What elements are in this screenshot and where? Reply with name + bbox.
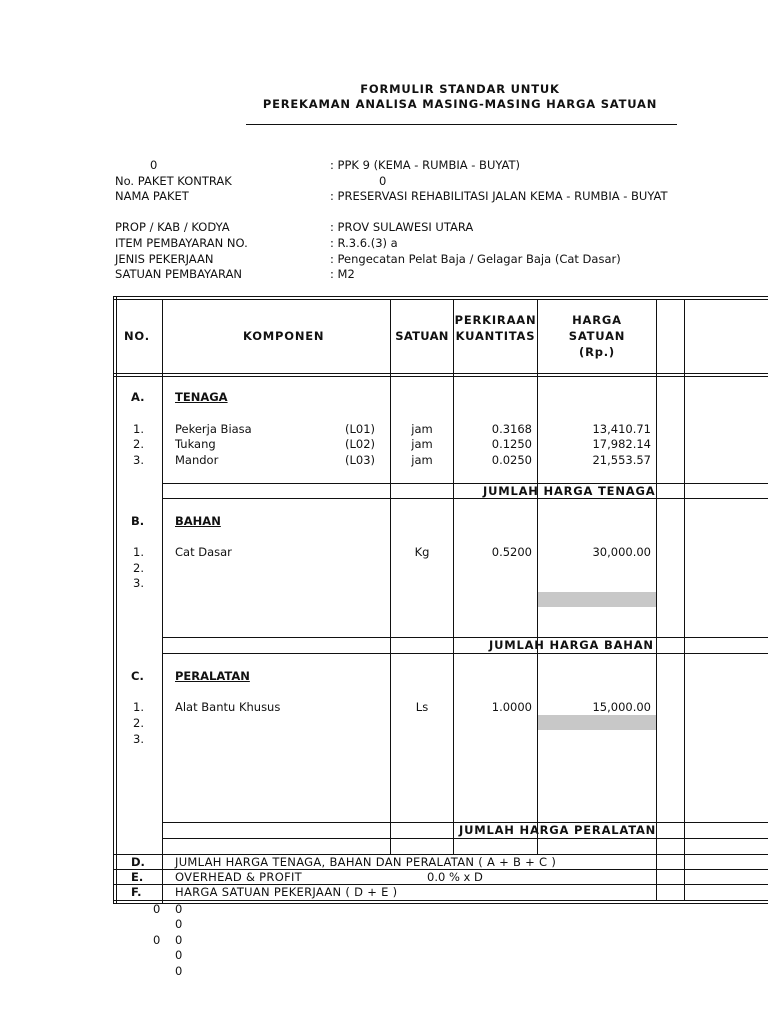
- bahan-row-no: 1.: [133, 545, 144, 559]
- section-c-title: PERALATAN: [175, 669, 250, 683]
- tenaga-row-no: 1.: [133, 422, 144, 436]
- table-header-bottom: [113, 373, 768, 374]
- tenaga-row-code: (L02): [345, 437, 376, 451]
- tenaga-row-unit: jam: [411, 422, 433, 436]
- bahan-row-unit: Kg: [414, 545, 430, 559]
- table-left-border: [113, 296, 114, 904]
- footer-zero: 0: [153, 902, 161, 916]
- peralatan-total-bottom: [162, 838, 768, 839]
- tenaga-row-price: 17,982.14: [592, 437, 651, 451]
- info-jenis-label: JENIS PEKERJAAN: [115, 252, 214, 266]
- peralatan-row-qty: 1.0000: [491, 700, 532, 714]
- col-divider-komponen: [390, 299, 391, 855]
- tenaga-row-price: 13,410.71: [592, 422, 651, 436]
- header-satuan: SATUAN: [395, 329, 449, 343]
- peralatan-row-price: 15,000.00: [592, 700, 651, 714]
- info-ppk-value: : PPK 9 (KEMA - RUMBIA - BUYAT): [330, 158, 520, 172]
- summary-f-text: HARGA SATUAN PEKERJAAN ( D + E ): [175, 885, 398, 899]
- table-top-border-inner: [113, 299, 768, 300]
- summary-letter-divider: [162, 854, 163, 903]
- tenaga-row-qty: 0.0250: [491, 453, 532, 467]
- header-no: NO.: [124, 329, 150, 343]
- tenaga-row-qty: 0.1250: [491, 437, 532, 451]
- tenaga-row-no: 2.: [133, 437, 144, 451]
- info-kontrak-value: 0: [379, 174, 387, 188]
- header-harga: HARGA: [572, 313, 622, 327]
- footer-zero: 0: [175, 933, 183, 947]
- info-prop-value: : PROV SULAWESI UTARA: [330, 220, 474, 234]
- footer-zero: 0: [175, 964, 183, 978]
- section-b-letter: B.: [131, 514, 145, 528]
- summary-bottom-inner: [113, 903, 768, 904]
- tenaga-row-unit: jam: [411, 437, 433, 451]
- footer-zero: 0: [175, 902, 183, 916]
- info-paket-label: NAMA PAKET: [115, 189, 189, 203]
- info-item-label: ITEM PEMBAYARAN NO.: [115, 236, 248, 250]
- header-harga-satuan: SATUAN: [568, 329, 626, 343]
- peralatan-row-name: Alat Bantu Khusus: [175, 700, 281, 714]
- tenaga-row-name: Pekerja Biasa: [175, 422, 252, 436]
- bahan-row-qty: 0.5200: [491, 545, 532, 559]
- tenaga-row-unit: jam: [411, 453, 433, 467]
- info-jenis-value: : Pengecatan Pelat Baja / Gelagar Baja (Cat Dasar): [330, 252, 621, 266]
- info-paket-value: : PRESERVASI REHABILITASI JALAN KEMA - RUMBIA - BUYAT: [330, 189, 668, 203]
- col-divider-no: [162, 299, 163, 855]
- summary-e-letter: E.: [131, 870, 144, 884]
- info-satuan-label: SATUAN PEMBAYARAN: [115, 267, 243, 281]
- peralatan-row-no: 2.: [133, 716, 144, 730]
- info-prop-label: PROP / KAB / KODYA: [115, 220, 230, 234]
- peralatan-row-unit: Ls: [415, 700, 429, 714]
- summary-e-text: OVERHEAD & PROFIT: [175, 870, 302, 884]
- section-c-letter: C.: [131, 669, 144, 683]
- table-left-border-inner: [116, 296, 117, 904]
- section-a-title: TENAGA: [175, 390, 228, 404]
- title-underline: [246, 124, 677, 125]
- bahan-shaded-cell: [538, 592, 656, 607]
- bahan-total-bottom: [162, 653, 768, 654]
- footer-zero: 0: [175, 948, 183, 962]
- table-header-bottom-inner: [113, 376, 768, 377]
- bahan-total-label: JUMLAH HARGA BAHAN: [489, 638, 654, 652]
- tenaga-total-label: JUMLAH HARGA TENAGA: [483, 484, 656, 498]
- peralatan-total-label: JUMLAH HARGA PERALATAN: [459, 823, 657, 837]
- tenaga-row-code: (L01): [345, 422, 376, 436]
- bahan-row-name: Cat Dasar: [175, 545, 232, 559]
- summary-d-letter: D.: [131, 855, 145, 869]
- bahan-row-no: 3.: [133, 576, 144, 590]
- header-harga-rp: (Rp.): [579, 345, 615, 359]
- col-divider-right: [684, 299, 685, 901]
- info-row0-left: 0: [150, 158, 158, 172]
- info-satuan-value: : M2: [330, 267, 355, 281]
- header-perkiraan: PERKIRAAN: [454, 313, 537, 327]
- col-divider-kuantitas: [537, 299, 538, 855]
- form-title-line2: PEREKAMAN ANALISA MASING-MASING HARGA SATUAN: [262, 97, 658, 111]
- peralatan-row-no: 3.: [133, 732, 144, 746]
- tenaga-row-name: Mandor: [175, 453, 219, 467]
- form-title-line1: FORMULIR STANDAR UNTUK: [360, 82, 560, 96]
- bahan-row-no: 2.: [133, 561, 144, 575]
- summary-e-formula: 0.0 % x D: [427, 870, 483, 884]
- section-a-letter: A.: [131, 390, 145, 404]
- tenaga-row-price: 21,553.57: [592, 453, 651, 467]
- tenaga-total-bottom: [162, 498, 768, 499]
- footer-zero: 0: [175, 917, 183, 931]
- bahan-row-price: 30,000.00: [592, 545, 651, 559]
- header-kuantitas: KUANTITAS: [455, 329, 536, 343]
- tenaga-row-qty: 0.3168: [491, 422, 532, 436]
- tenaga-row-code: (L03): [345, 453, 376, 467]
- tenaga-row-no: 3.: [133, 453, 144, 467]
- summary-d-text: JUMLAH HARGA TENAGA, BAHAN DAN PERALATAN ( A + B + C ): [175, 855, 557, 869]
- col-divider-satuan: [453, 299, 454, 855]
- bahan-total-top: [162, 637, 768, 638]
- summary-f-letter: F.: [131, 885, 142, 899]
- summary-row-f-bottom: [113, 900, 768, 901]
- col-divider-harga: [656, 299, 657, 901]
- tenaga-row-name: Tukang: [175, 437, 216, 451]
- peralatan-shaded-cell: [538, 715, 656, 730]
- info-kontrak-label: No. PAKET KONTRAK: [115, 174, 232, 188]
- tenaga-total-top: [162, 483, 768, 484]
- section-b-title: BAHAN: [175, 514, 221, 528]
- table-top-border: [113, 296, 768, 297]
- header-komponen: KOMPONEN: [243, 329, 325, 343]
- footer-zero: 0: [153, 933, 161, 947]
- peralatan-row-no: 1.: [133, 700, 144, 714]
- info-item-value: : R.3.6.(3) a: [330, 236, 398, 250]
